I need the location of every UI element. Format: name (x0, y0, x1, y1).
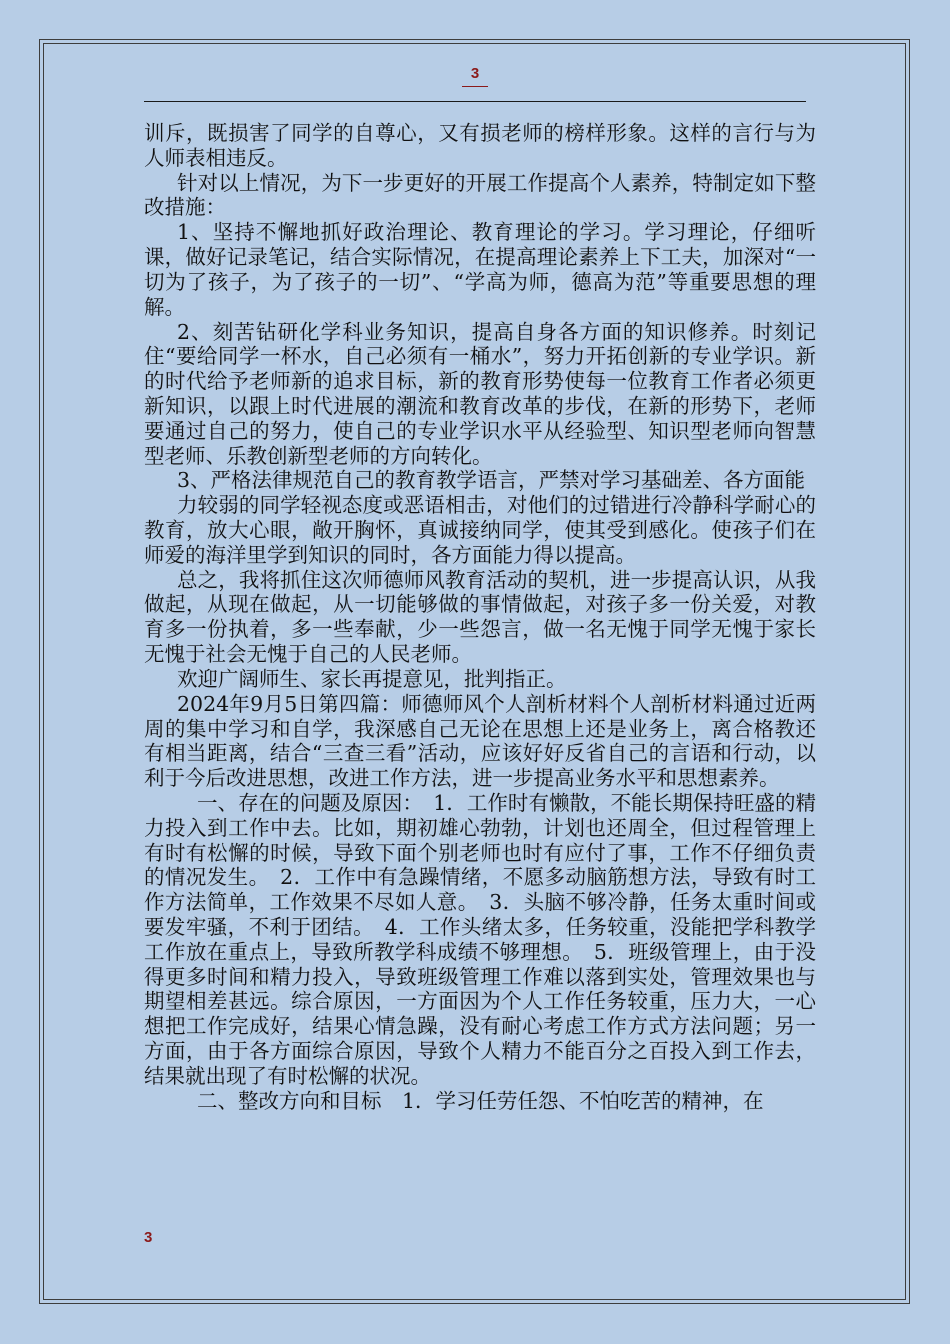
paragraph: 训斥，既损害了同学的自尊心，又有损老师的榜样形象。这样的言行与为人师表相违反。 (144, 121, 816, 170)
header-rule (144, 101, 806, 102)
footer-page-number: 3 (144, 1229, 153, 1246)
paragraph: 总之，我将抓住这次师德师风教育活动的契机，进一步提高认识，从我做起，从现在做起，从一切能够做的事情做起，对孩子多一份关爱，对教育多一份执着，多一些奉献，少一些怨言，做一名无愧于同学无愧于家长无愧于社会无愧于自己的人民老师。 (144, 567, 816, 667)
paragraph: 一、存在的问题及原因： 1．工作时有懒散，不能长期保持旺盛的精力投入到工作中去。比如，期初雄心勃勃，计划也还周全，但过程管理上有时有松懈的时候，导致下面个别老师也时有应付了事，工作不仔细负责的情况发生。 2．工作中有急躁情绪，不愿多动脑筋想方法，导致有时工作方法简单，工作效果不尽如人意。 3．头脑不够冷静，任务太重时间或要发牢骚，不利于团结。 4．工作头绪太多，任务较重，没能把学科教学工作放在重点上，导致所教学科成绩不够理想。 5．班级管理上，由于没得更多时间和精力投入，导致班级管理工作难以落到实处，管理效果也与期望相差甚远。综合原因，一方面因为个人工作任务较重，压力大，一心想把工作完成好，结果心情急躁，没有耐心考虑工作方式方法问题；另一方面，由于各方面综合原因，导致个人精力不能百分之百投入到工作去，结果就出现了有时松懈的状况。 (144, 790, 816, 1088)
paragraph: 3、严格法律规范自己的教育教学语言，严禁对学习基础差、各方面能 (177, 468, 806, 493)
paragraph: 1、坚持不懈地抓好政治理论、教育理论的学习。学习理论，仔细听课，做好记录笔记，结合实际情况，在提高理论素养上下工夫，加深对“一切为了孩子，为了孩子的一切”、“学高为师，德高为范”等重要思想的理解。 (144, 220, 816, 319)
paragraph: 2、刻苦钻研化学科业务知识，提高自身各方面的知识修养。时刻记住“要给同学一杯水，自己必须有一桶水”，努力开拓创新的专业学识。新的时代给予老师新的追求目标，新的教育形势使每一位教育工作者必须更新知识，以跟上时代进展的潮流和教育改革的步伐，在新的形势下，老师要通过自己的努力，使自己的专业学识水平从经验型、知识型老师向智慧型老师、乐教创新型老师的方向转化。 (144, 319, 816, 468)
document-body (144, 121, 816, 1114)
paragraph: 二、整改方向和目标 1．学习任劳任怨、不怕吃苦的精神，在 (197, 1088, 764, 1113)
paragraph: 2024年9月5日第四篇：师德师风个人剖析材料个人剖析材料通过近两周的集中学习和自学，我深感自己无论在思想上还是业务上，离合格教还有相当距离，结合“三查三看”活动，应该好好反省自己的言语和行动，以利于今后改进思想，改进工作方法，进一步提高业务水平和思想素养。 (144, 691, 816, 791)
header-page-number: 3 (462, 64, 488, 87)
paragraph: 力较弱的同学轻视态度或恶语相击，对他们的过错进行冷静科学耐心的教育，放大心眼，敞开胸怀，真诚接纳同学，使其受到感化。使孩子们在师爱的海洋里学到知识的同时，各方面能力得以提高。 (144, 493, 816, 567)
paragraph: 欢迎广阔师生、家长再提意见，批判指正。 (177, 666, 567, 691)
paragraph: 针对以上情况，为下一步更好的开展工作提高个人素养，特制定如下整改措施： (144, 170, 816, 220)
